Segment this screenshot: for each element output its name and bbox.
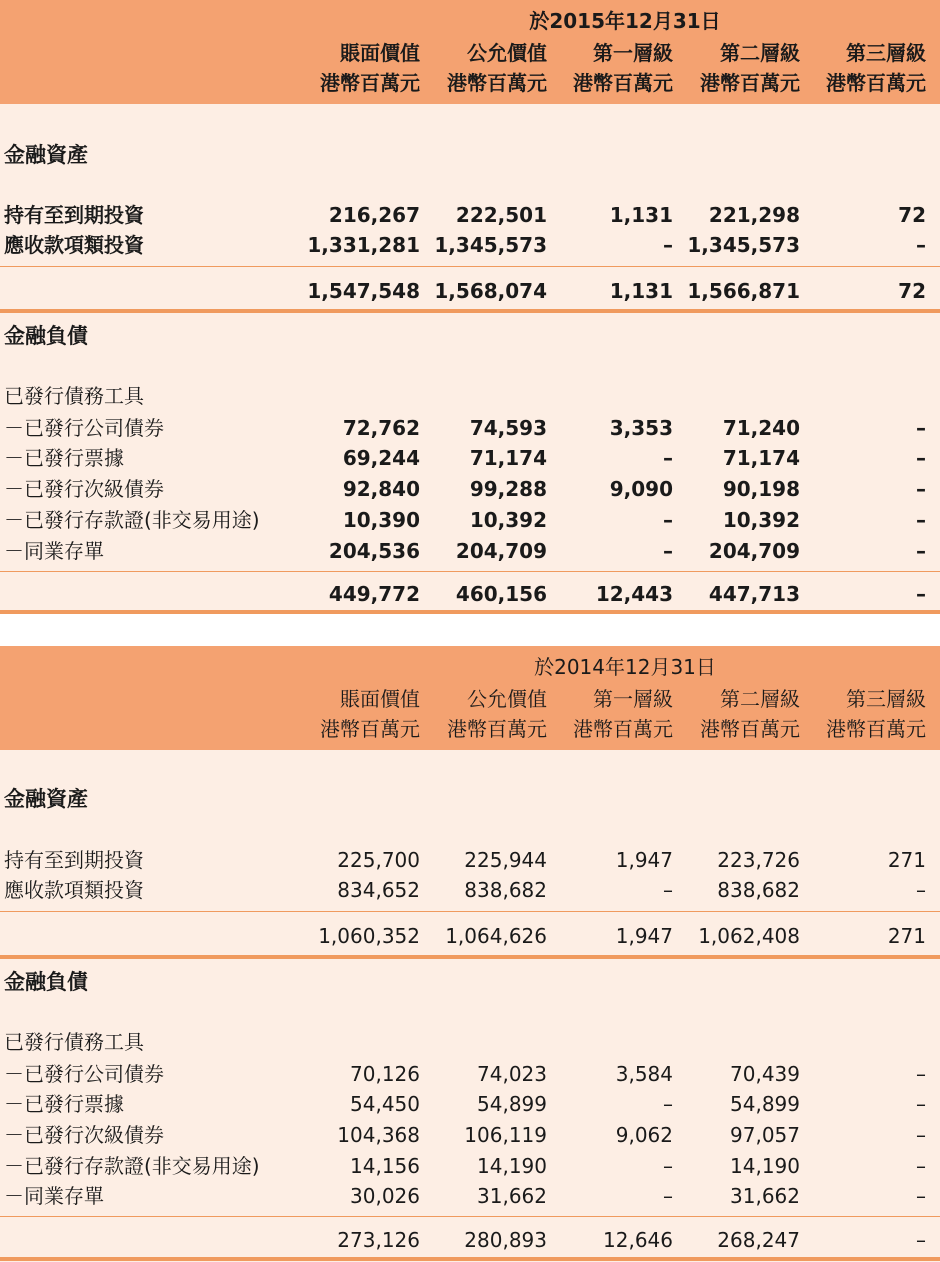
total-row: 273,126 280,893 12,646 268,247 – (337, 1228, 926, 1252)
table-row: －已發行存款證(非交易用途) 10,390 10,392 – 10,392 – (4, 508, 926, 532)
table-row: 應收款項類投資 1,331,281 1,345,573 – 1,345,573 – (4, 233, 926, 257)
section-title-financial-liabilities: 金融負債 (4, 970, 88, 994)
header-date: 於2015年12月31日 (529, 9, 721, 33)
column-header-level-2: 第二層級 港幣百萬元 (700, 41, 800, 95)
fair-value-table-2014 (0, 646, 940, 1262)
header-date: 於2014年12月31日 (534, 655, 716, 679)
table-row: 持有至到期投資 216,267 222,501 1,131 221,298 72 (4, 203, 926, 227)
table-row: 應收款項類投資 834,652 838,682 – 838,682 – (4, 878, 926, 902)
column-header-fair-value: 公允價值 港幣百萬元 (447, 41, 547, 95)
column-header-level-3: 第三層級 港幣百萬元 (826, 41, 926, 95)
table-row: －已發行票據 54,450 54,899 – 54,899 – (4, 1092, 926, 1116)
table-row: －同業存單 204,536 204,709 – 204,709 – (4, 539, 926, 563)
section-title-financial-assets: 金融資產 (4, 787, 88, 811)
column-header-carrying-value: 賬面價值 港幣百萬元 (320, 41, 420, 95)
column-header-level-1: 第一層級 港幣百萬元 (573, 41, 673, 95)
divider (0, 309, 940, 313)
table-row: －同業存單 30,026 31,662 – 31,662 – (4, 1184, 926, 1208)
divider (0, 911, 940, 912)
total-row: 1,547,548 1,568,074 1,131 1,566,871 72 (307, 279, 926, 303)
table-row: －已發行票據 69,244 71,174 – 71,174 – (4, 446, 926, 470)
divider (0, 266, 940, 267)
table-header (0, 646, 940, 750)
divider (0, 1257, 940, 1261)
total-row: 1,060,352 1,064,626 1,947 1,062,408 271 (318, 924, 926, 948)
divider (0, 955, 940, 959)
section-title-financial-assets: 金融資產 (4, 143, 88, 167)
table-row: －已發行公司債券 72,762 74,593 3,353 71,240 – (4, 416, 926, 440)
table-row: 持有至到期投資 225,700 225,944 1,947 223,726 271 (4, 848, 926, 872)
total-row: 449,772 460,156 12,443 447,713 – (328, 582, 926, 606)
column-header-level-3: 第三層級 港幣百萬元 (826, 687, 926, 741)
table-row: －已發行存款證(非交易用途) 14,156 14,190 – 14,190 – (4, 1154, 926, 1178)
fair-value-table-2015 (0, 0, 940, 614)
table-spacer (0, 614, 940, 646)
subsection-title: 已發行債務工具 (4, 1030, 144, 1054)
divider (0, 571, 940, 572)
table-row: －已發行次級債券 92,840 99,288 9,090 90,198 – (4, 477, 926, 501)
column-header-level-2: 第二層級 港幣百萬元 (700, 687, 800, 741)
column-header-carrying-value: 賬面價值 港幣百萬元 (320, 687, 420, 741)
subsection-title: 已發行債務工具 (4, 384, 144, 408)
table-row: －已發行公司債券 70,126 74,023 3,584 70,439 – (4, 1062, 926, 1086)
section-title-financial-liabilities: 金融負債 (4, 324, 88, 348)
column-header-fair-value: 公允價值 港幣百萬元 (447, 687, 547, 741)
divider (0, 1216, 940, 1217)
table-header (0, 0, 940, 104)
table-row: －已發行次級債券 104,368 106,119 9,062 97,057 – (4, 1123, 926, 1147)
column-header-level-1: 第一層級 港幣百萬元 (573, 687, 673, 741)
